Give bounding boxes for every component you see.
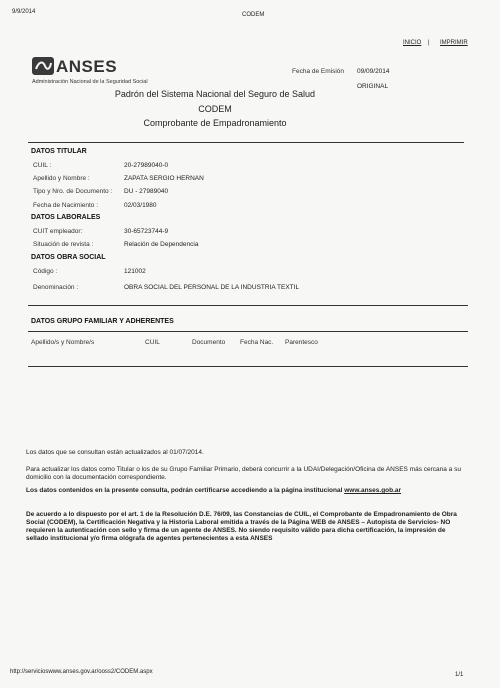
divider bbox=[28, 331, 468, 332]
field-value-situacion: Relación de Dependencia bbox=[124, 241, 199, 248]
column-header: Fecha Nac. bbox=[240, 339, 274, 346]
document-title: Padrón del Sistema Nacional del Seguro de Salud bbox=[114, 89, 316, 99]
field-value-name: ZAPATA SERGIO HERNAN bbox=[124, 175, 204, 182]
field-value-birthdate: 02/03/1980 bbox=[124, 202, 157, 209]
field-label: Denominación : bbox=[33, 284, 79, 291]
field-value-cuit: 30-65723744-9 bbox=[124, 228, 169, 235]
print-page-title: CODEM bbox=[242, 12, 265, 18]
footer-url: http://servicioswww.anses.gov.ar/ooss2/CODEM.aspx bbox=[10, 669, 153, 675]
brand-name: ANSES bbox=[56, 57, 118, 76]
print-link[interactable]: IMPRIMIR bbox=[440, 40, 468, 46]
field-label: Tipo y Nro. de Documento : bbox=[33, 188, 113, 195]
print-date: 9/9/2014 bbox=[12, 9, 36, 15]
document-subtitle: Comprobante de Empadronamiento bbox=[143, 118, 287, 128]
field-value-denominacion: OBRA SOCIAL DEL PERSONAL DE LA INDUSTRIA TEXTIL bbox=[124, 284, 300, 291]
field-label: CUIT empleador: bbox=[33, 228, 83, 235]
divider bbox=[28, 142, 464, 143]
field-label: Apellido y Nombre : bbox=[33, 175, 90, 182]
anses-logo-icon bbox=[32, 57, 54, 75]
update-instructions: Para actualizar los datos como Titular o los de su Grupo Familiar Primario, deberá concurrir a la UDAI/Delegación/Oficina de ANSES más cercana a su domicilio con la documentación correspondiente. bbox=[26, 466, 461, 481]
anses-website-link[interactable]: www.anses.gob.ar bbox=[344, 487, 402, 494]
certify-note: Los datos contenidos en la presente consulta, podrán certificarse accediendo a la página institucional www.anses.gob.ar bbox=[26, 487, 402, 494]
divider bbox=[28, 366, 468, 367]
emission-label: Fecha de Emisión bbox=[292, 68, 345, 75]
section-heading-familia: DATOS GRUPO FAMILIAR Y ADHERENTES bbox=[31, 318, 174, 325]
brand-subtitle: Administración Nacional de la Seguridad Social bbox=[32, 79, 148, 85]
data-updated-note: Los datos que se consultan están actualizados al 01/07/2014. bbox=[26, 449, 204, 456]
emission-date: 09/09/2014 bbox=[357, 68, 390, 75]
column-header: Documento bbox=[192, 339, 226, 346]
divider bbox=[28, 305, 468, 306]
section-heading-titular: DATOS TITULAR bbox=[31, 148, 87, 155]
nav-separator: | bbox=[428, 40, 430, 46]
column-header: Parentesco bbox=[285, 339, 318, 346]
footer-page-number: 1/1 bbox=[455, 672, 464, 678]
section-heading-laborales: DATOS LABORALES bbox=[31, 214, 101, 221]
section-heading-obra-social: DATOS OBRA SOCIAL bbox=[31, 254, 106, 261]
column-header: Apellido/s y Nombre/s bbox=[31, 339, 95, 346]
field-value-codigo: 121002 bbox=[124, 268, 146, 275]
field-label: Fecha de Nacimiento : bbox=[33, 202, 99, 209]
home-link[interactable]: INICIO bbox=[403, 40, 422, 46]
column-header: CUIL bbox=[145, 339, 160, 346]
document-subtitle-codem: CODEM bbox=[198, 104, 232, 114]
field-label: CUIL : bbox=[33, 162, 52, 169]
field-value-cuil: 20-27989040-0 bbox=[124, 162, 169, 169]
field-label: Situación de revista : bbox=[33, 241, 94, 248]
legal-disclaimer: De acuerdo a lo dispuesto por el art. 1 de la Resolución D.E. 76/09, las Constancias de CUIL, el Comprobante de Empadronamiento de Obra Social (CODEM), la Certificación Negativa y la Historia Laboral emitida a través de la Página WEB de ANSES – Autopista de Servicios- NO requieren la autenticación con sello y firma de un agente de ANSES. No siendo requisito válido para dicha certificación, la impresión de sellado institucional y/o firma ológrafa de agentes pertenecientes a esta ANSES bbox=[26, 511, 457, 542]
field-value-document: DU - 27989040 bbox=[124, 188, 169, 195]
field-label: Código : bbox=[33, 268, 58, 275]
copy-type: ORIGINAL bbox=[357, 83, 389, 90]
